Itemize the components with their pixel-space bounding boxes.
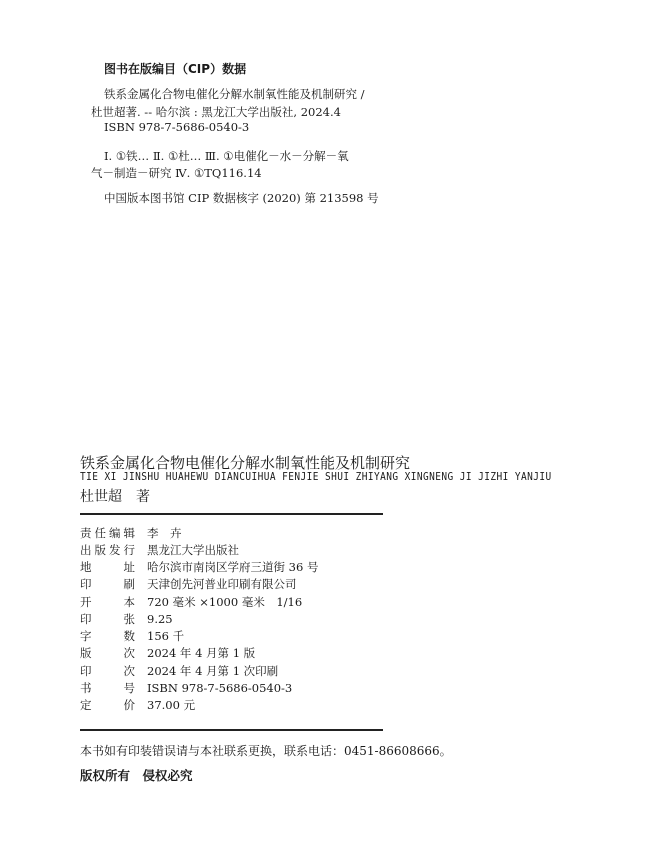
- imprint-row-sheets: [80, 611, 173, 627]
- imprint-value: 李 卉: [147, 526, 182, 540]
- imprint-label: 书 号: [80, 681, 135, 695]
- imprint-row-printer: [80, 576, 297, 592]
- imprint-label: 印 张: [80, 612, 135, 626]
- cip-heading: 图书在版编目（CIP）数据: [104, 62, 247, 76]
- imprint-value: 2024 年 4 月第 1 次印刷: [147, 664, 279, 678]
- cip-isbn-line: ISBN 978-7-5686-0540-3: [104, 120, 250, 134]
- imprint-label: 开 本: [80, 595, 135, 609]
- cip-record-number: 中国版本图书馆 CIP 数据核字 (2020) 第 213598 号: [104, 191, 379, 205]
- imprint-value: ISBN 978-7-5686-0540-3: [147, 681, 293, 695]
- imprint-value: 156 千: [147, 629, 185, 643]
- imprint-label: 出版发行: [80, 543, 135, 557]
- imprint-value: 黑龙江大学出版社: [147, 543, 239, 557]
- imprint-row-format: [80, 594, 302, 610]
- imprint-label: 字 数: [80, 629, 135, 643]
- cip-title-line: 铁系金属化合物电催化分解水制氧性能及机制研究 /: [104, 87, 365, 101]
- imprint-row-printing: [80, 663, 278, 679]
- imprint-value: 2024 年 4 月第 1 版: [147, 646, 256, 660]
- imprint-value: 天津创先河普业印刷有限公司: [147, 577, 297, 591]
- imprint-row-wordcount: [80, 628, 184, 644]
- imprint-row-editor: [80, 525, 182, 541]
- copyright-notice: 版权所有 侵权必究: [80, 768, 193, 783]
- imprint-label: 版 次: [80, 646, 135, 660]
- bottom-divider: [80, 729, 383, 731]
- book-pinyin-title: TIE XI JINSHU HUAHEWU DIANCUIHUA FENJIE SHUI ZHIYANG XINGNENG JI JIZHI YANJIU: [80, 470, 552, 483]
- book-author: 杜世超 著: [80, 489, 150, 505]
- imprint-label: 印 刷: [80, 577, 135, 591]
- imprint-value: 9.25: [147, 612, 173, 626]
- imprint-row-isbn: [80, 680, 292, 696]
- imprint-row-address: [80, 559, 318, 575]
- imprint-label: 地 址: [80, 560, 135, 574]
- top-divider: [80, 513, 383, 515]
- cip-classification-line: 气－制造－研究 Ⅳ. ①TQ116.14: [91, 166, 262, 180]
- imprint-label: 印 次: [80, 664, 135, 678]
- imprint-row-publisher: [80, 542, 239, 558]
- cip-author-line: 杜世超著. -- 哈尔滨 : 黑龙江大学出版社, 2024.4: [91, 105, 341, 119]
- replacement-notice: 本书如有印装错误请与本社联系更换，联系电话：0451-86608666。: [80, 744, 452, 758]
- imprint-value: 哈尔滨市南岗区学府三道街 36 号: [147, 560, 319, 574]
- imprint-label: 责任编辑: [80, 526, 135, 540]
- cip-subject-line: Ⅰ. ①铁… Ⅱ. ①杜… Ⅲ. ①电催化－水－分解－氧: [104, 149, 349, 163]
- imprint-value: 37.00 元: [147, 698, 196, 712]
- imprint-row-edition: [80, 645, 255, 661]
- imprint-label: 定 价: [80, 698, 135, 712]
- imprint-row-price: [80, 697, 195, 713]
- book-title: 铁系金属化合物电催化分解水制氧性能及机制研究: [80, 454, 411, 472]
- imprint-value: 720 毫米 ×1000 毫米 1/16: [147, 595, 303, 609]
